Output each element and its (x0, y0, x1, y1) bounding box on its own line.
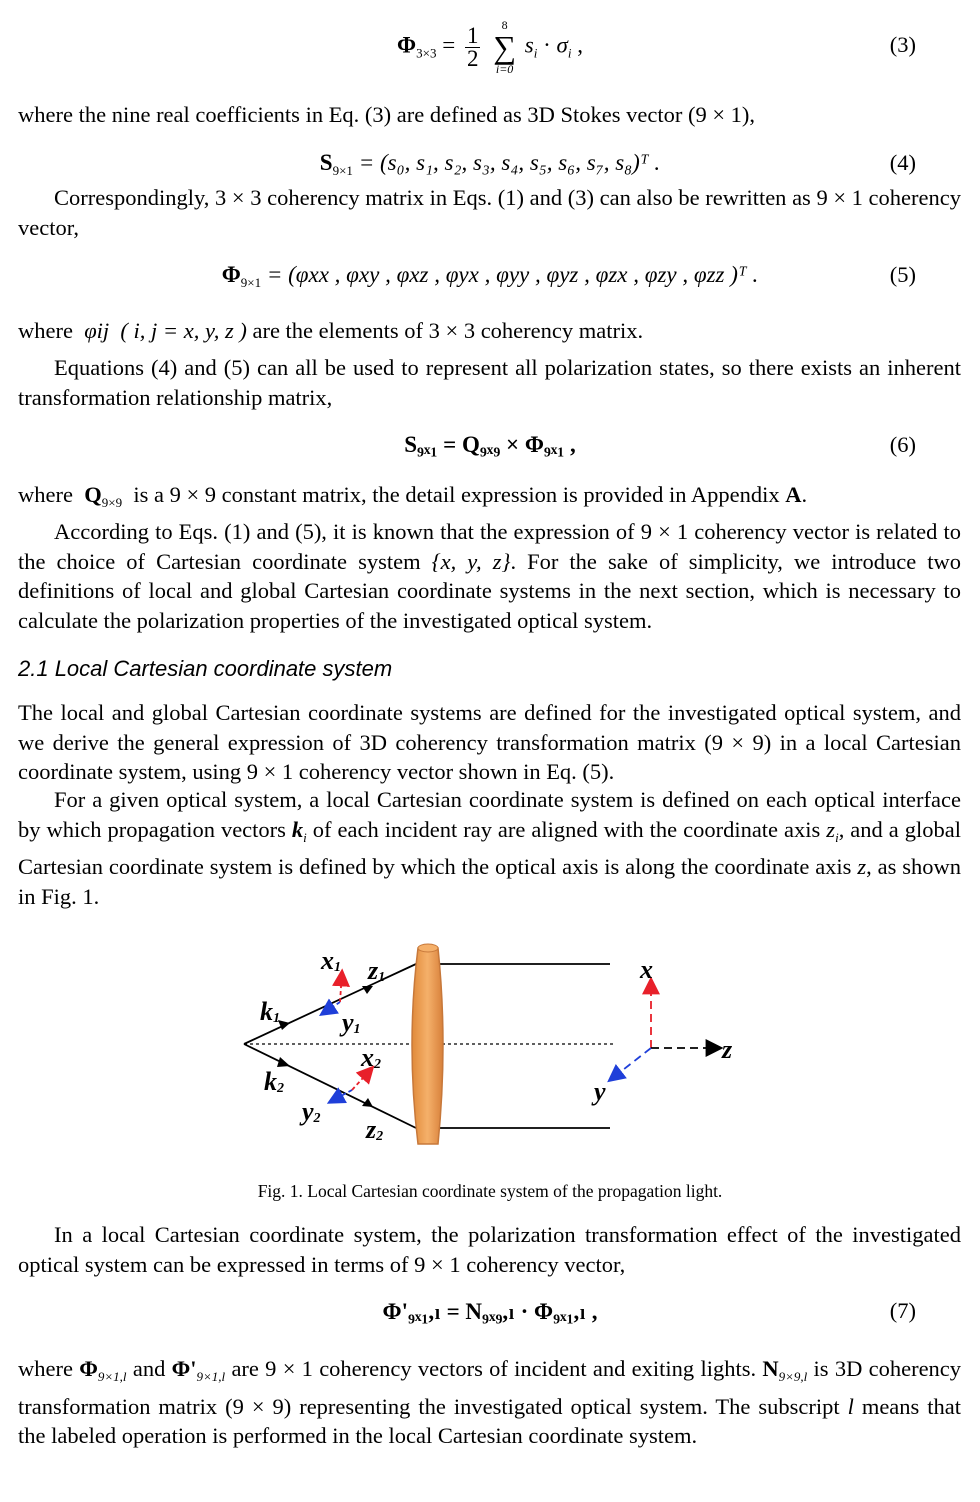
x1-axis (340, 972, 342, 1002)
paragraph-10: where $\Phi_{9\times 1,l}$ and $\Phi'_{9\times 1,l}$ are 9 × 1 coherency vectors of incident and exiting lights. $N_{9\times 9,l}$ is 3D coherency transformation matrix (9 × 9) representing the investigated optical system. The subscript l means that the labeled operation is performed in the local Cartesian coordinate system. (18, 1356, 962, 1448)
eq3-fraction: $\frac{1}{2}$ (466, 22, 479, 71)
label-k1: k1 (260, 997, 280, 1026)
paragraph-9: In a local Cartesian coordinate system, the polarization transformation effect of the investigated optical system can be expressed in terms of 9 × 1 coherency vector, (18, 1222, 961, 1277)
z1-arrow (362, 986, 373, 994)
label-global-y: y (594, 1077, 606, 1106)
label-x2: x2 (361, 1043, 381, 1072)
section-heading: 2.1 Local Cartesian coordinate system (18, 656, 393, 681)
lens (412, 948, 443, 1144)
paragraph-4: Equations (4) and (5) can all be used to represent all polarization states, so there exists an inherent transformation relationship matrix, (18, 355, 961, 410)
paragraph-6: According to Eqs. (1) and (5), it is known that the expression of 9 × 1 coherency vector is related to the choice of Cartesian coordinate system {x, y, z}. For the sake of simplicity, we introduce two definitions of local and global Cartesian coordinate systems in the next section, which is necessary to calculate the polarization properties of the investigated optical system. (18, 519, 961, 633)
equation-5: $\Phi_{9\times 1} = (\varphi xx$ , φxy , φxz , φyx , φyy , φyz , φzx , φzy , φzz )ᵀ . (5) (221, 262, 916, 290)
label-x1: x1 (321, 946, 341, 975)
label-y2: y2 (302, 1097, 321, 1126)
lens-top (418, 944, 438, 952)
paragraph-7: The local and global Cartesian coordinate systems are defined for the investigated optical system, and we derive the general expression of 3D coherency transformation matrix (9 × 9) in a local Cartesian coordinate system, using 9 × 1 coherency vector shown in Eq. (5). (18, 700, 961, 784)
figure-caption: Fig. 1. Local Cartesian coordinate system of the propagation light. (257, 1181, 723, 1201)
eq3-lhs: Φ (397, 32, 417, 58)
equation-4: $S_{9\times 1} = (s_0$, s₁, s₂, s₃, s₄, s₅, s₆, s₇, s₈)ᵀ . (4) (319, 150, 916, 178)
equation-7: Φ'₉ₓ₁,ₗ = N₉ₓ₉,ₗ · Φ₉ₓ₁,ₗ , (7) (382, 1298, 916, 1324)
label-z2: z2 (366, 1115, 384, 1144)
label-z1: z1 (368, 956, 386, 985)
k2-arrow (277, 1057, 290, 1067)
label-k2: k2 (264, 1067, 284, 1096)
label-y1: y1 (342, 1008, 361, 1037)
label-global-x: x (640, 955, 653, 984)
paragraph-1: where the nine real coefficients in Eq. (3) are defined as 3D Stokes vector (9 × 1), (18, 102, 755, 127)
equation-3: $\Phi_{3\times 3}$ = $\frac{1}{2}$ 8 ∑ i=0 $s_i \cdot \sigma_i$ , (3) (397, 18, 916, 76)
paragraph-5: where $Q_{9\times 9}$ is a 9 × 9 constant matrix, the detail expression is provided in Appendix A. (18, 482, 808, 510)
equation-6: S₉ₓ₁ = Q₉ₓ₉ × Φ₉ₓ₁ , (6) (404, 432, 916, 457)
paragraph-2: Correspondingly, 3 × 3 coherency matrix in Eqs. (1) and (3) can also be rewritten as 9 × 1 coherency vector, (18, 185, 961, 240)
paragraph-8: For a given optical system, a local Cartesian coordinate system is defined on each optical interface by which propagation vectors $k_i$ of each incident ray are aligned with the coordinate axis $z_i$, and a global Cartesian coordinate system is defined by which the optical axis is along the coordinate axis z, as shown in Fig. 1. (18, 787, 962, 909)
eq3-number: (3) (889, 32, 916, 57)
paragraph-3: where φij ( i, j = x, y, z ) are the elements of 3 × 3 coherency matrix. (18, 318, 644, 343)
figure-1 (230, 930, 750, 1165)
global-y-axis (610, 1048, 651, 1080)
label-global-z: z (722, 1035, 733, 1064)
eq3-sum: 8 ∑ i=0 (493, 18, 516, 76)
